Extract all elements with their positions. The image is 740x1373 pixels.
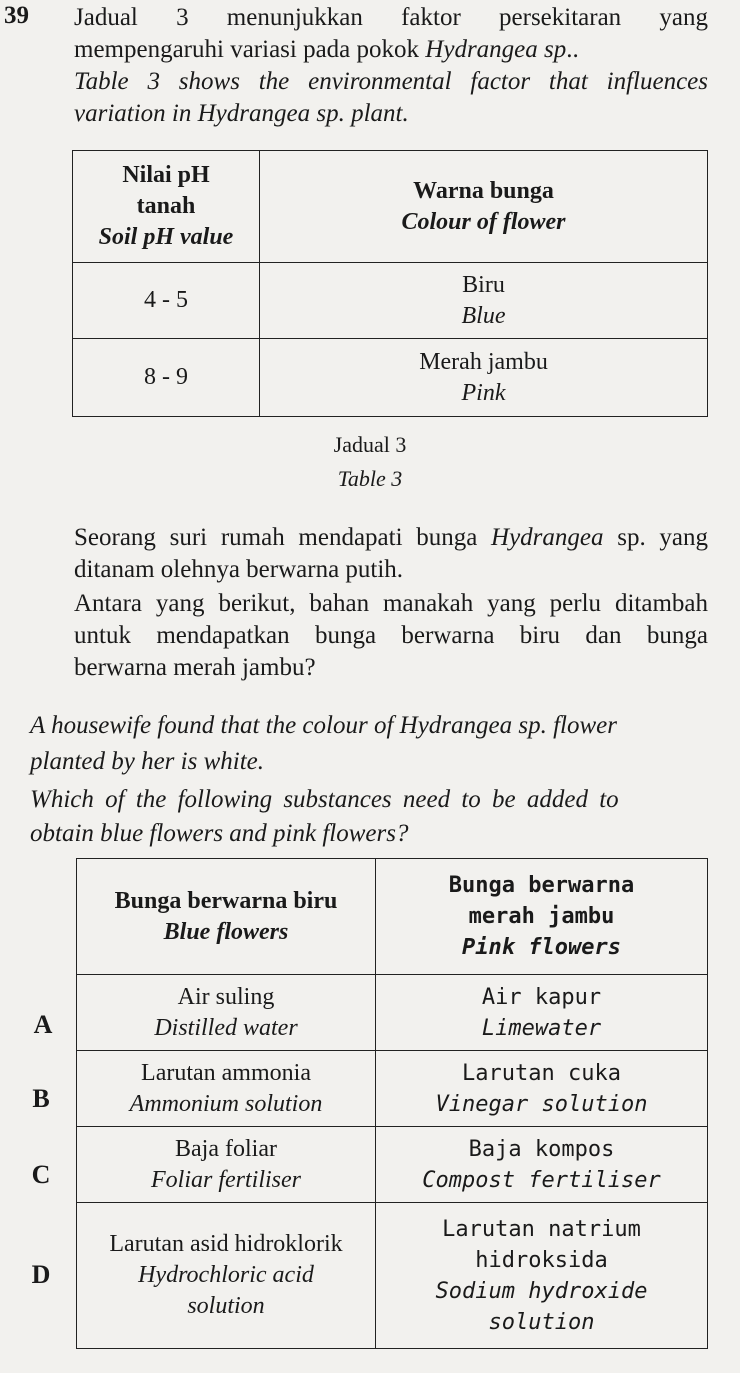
question-number: 39 [4, 2, 29, 29]
scenario-en-q2: obtain blue flowers and pink flowers? [30, 820, 409, 847]
scenario-ms-q1: Antara yang berikut, bahan manakah yang perlu ditambah [74, 590, 708, 617]
option-row-d[interactable]: Larutan asid hidroklorik Hydrochloric acid solution Larutan natrium hidroksida Sodium hydroxide solution [77, 1203, 708, 1349]
scenario-ms-line2: ditanam olehnya berwarna putih. [74, 556, 404, 583]
scenario-ms-q3: berwarna merah jambu? [74, 654, 316, 681]
scenario-ms-line1: Seorang suri rumah mendapati bunga Hydrangea sp. yang [74, 524, 708, 551]
header-flower-colour: Warna bunga Colour of flower [260, 151, 708, 263]
table-caption-en: Table 3 [337, 466, 403, 491]
table-row: 4 - 5 Biru Blue [73, 263, 708, 339]
option-letter-d[interactable]: D [31, 1260, 51, 1289]
option-letter-a[interactable]: A [33, 1010, 53, 1039]
table-3 [72, 150, 708, 417]
options-table [76, 858, 708, 1349]
table-row: 8 - 9 Merah jambu Pink [73, 339, 708, 417]
header-soil-ph: Nilai pH tanah Soil pH value [73, 151, 260, 263]
scenario-ms-q2: untuk mendapatkan bunga berwarna biru dan bunga [74, 622, 708, 649]
stem-en-line1: Table 3 shows the environmental factor that influences [74, 68, 708, 95]
header-pink-flowers: Bunga berwarna merah jambu Pink flowers [376, 859, 708, 975]
option-row-a[interactable]: Air suling Distilled water Air kapur Limewater [77, 975, 708, 1051]
stem-en-line2: variation in Hydrangea sp. plant. [74, 100, 409, 127]
header-blue-flowers: Bunga berwarna biru Blue flowers [77, 859, 376, 975]
scenario-en-line2: planted by her is white. [30, 748, 264, 775]
option-row-c[interactable]: Baja foliar Foliar fertiliser Baja kompos Compost fertiliser [77, 1127, 708, 1203]
stem-ms-line1: Jadual 3 menunjukkan faktor persekitaran yang [74, 4, 708, 31]
scenario-en-q1: Which of the following substances need to be added to [30, 786, 619, 813]
option-letter-c[interactable]: C [31, 1160, 51, 1189]
table-caption-ms: Jadual 3 [333, 432, 407, 457]
option-row-b[interactable]: Larutan ammonia Ammonium solution Larutan cuka Vinegar solution [77, 1051, 708, 1127]
option-letter-b[interactable]: B [32, 1084, 50, 1113]
scenario-en-line1: A housewife found that the colour of Hydrangea sp. flower [30, 712, 617, 739]
stem-ms-line2: mempengaruhi variasi pada pokok Hydrangea sp.. [74, 36, 579, 63]
